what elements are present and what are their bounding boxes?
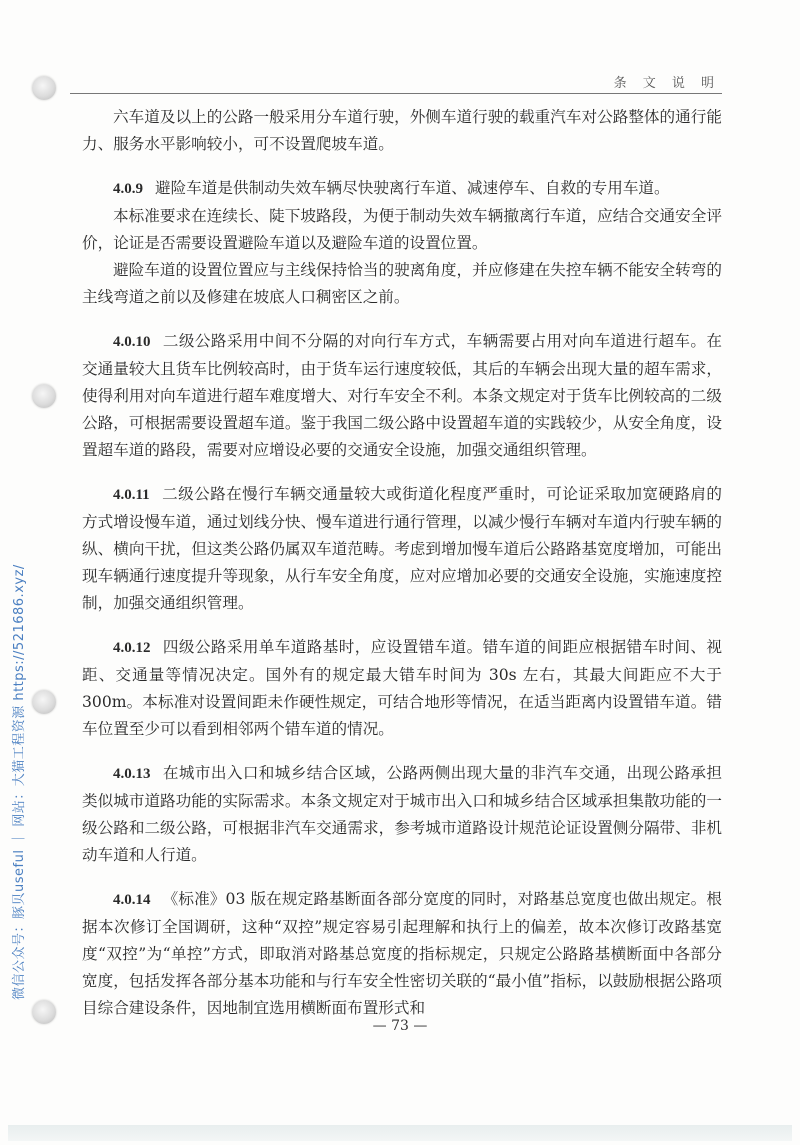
clause-number: 4.0.10 [113, 334, 151, 350]
header-divider [70, 93, 722, 94]
paragraph-text: 避险车道是供制动失效车辆尽快驶离行车道、减速停车、自救的专用车道。 [155, 179, 670, 197]
body-text [82, 104, 722, 1022]
scan-edge [8, 1125, 792, 1141]
paragraph: 六车道及以上的公路一般采用分车道行驶，外侧车道行驶的载重汽车对公路整体的通行能力、服务水平影响较小，可不设置爬坡车道。 [82, 108, 722, 153]
paragraph-text: 二级公路采用中间不分隔的对向行车方式，车辆需要占用对向车道进行超车。在交通量较大且货车比例较高时，由于货车运行速度较低，其后的车辆会出现大量的超车需求，使得利用对向车道进行超车难度增大、对行车安全不利。本条文规定对于货车比例较高的二级公路，可根据需要设置超车道。鉴于我国二级公路中设置超车道的实践较少，从安全角度，设置超车道的路段，需要对应增设必要的交通安全设施，加强交通组织管理。 [82, 332, 722, 459]
clause-number: 4.0.11 [113, 487, 150, 503]
clause-4-0-12 [82, 634, 722, 743]
punch-hole-icon [32, 690, 56, 714]
paragraph-text: 二级公路在慢行车辆交通量较大或街道化程度严重时，可论证采取加宽硬路肩的方式增设慢车道，通过划线分快、慢车道进行通行管理，以减少慢行车辆对车道内行驶车辆的纵、横向干扰，但这类公路仍属双车道范畴。考虑到增加慢车道后公路路基宽度增加，可能出现车辆通行速度提升等现象，从行车安全角度，应对应增加必要的交通安全设施，实施速度控制，加强交通组织管理。 [82, 485, 722, 612]
clause-4-0-13 [82, 760, 722, 869]
paragraph: 本标准要求在连续长、陡下坡路段，为便于制动失效车辆撤离行车道，应结合交通安全评价，论证是否需要设置避险车道以及避险车道的设置位置。 [82, 207, 722, 252]
clause-number: 4.0.14 [113, 892, 151, 908]
clause-4-0-11 [82, 481, 722, 617]
paragraph-text: 《标准》03 版在规定路基断面各部分宽度的同时，对路基总宽度也做出规定。根据本次修订全国调研，这种“双控”规定容易引起理解和执行上的偏差，故本次修订改路基宽度“双控”为“单控”方式，即取消对路基总宽度的指标规定，只规定公路路基横断面中各部分宽度，包括发挥各部分基本功能和与行车安全性密切关联的“最小值”指标，以鼓励根据公路项目综合建设条件，因地制宜选用横断面布置形式和 [82, 890, 722, 1017]
watermark-text: 微信公众号：豚贝useful ｜ 网站：大猫工程资源 https://521686.xyz/ [12, 564, 27, 1000]
paragraph-text: 四级公路采用单车道路基时，应设置错车道。错车道的间距应根据错车时间、视距、交通量等情况决定。国外有的规定最大错车时间为 30s 左右，其最大间距应不大于 300m。本标准对设置间距未作硬性规定，可结合地形等情况，在适当距离内设置错车道。错车位置至少可以看到相邻两个错车道的情况。 [82, 638, 722, 738]
clause-number: 4.0.13 [113, 766, 151, 782]
running-header: 条 文 说 明 [613, 76, 720, 91]
page-number: — 73 — [372, 1018, 428, 1034]
punch-hole-icon [32, 384, 56, 408]
paragraph: 避险车道的设置位置应与主线保持恰当的驶离角度，并应修建在失控车辆不能安全转弯的主线弯道之前以及修建在坡底人口稠密区之前。 [82, 261, 722, 306]
clause-4-0-9 [82, 175, 722, 203]
clause-4-0-14 [82, 886, 722, 1022]
clause-number: 4.0.12 [113, 640, 151, 656]
punch-hole-icon [32, 76, 56, 100]
clause-number: 4.0.9 [113, 181, 143, 197]
paragraph-text: 在城市出入口和城乡结合区域，公路两侧出现大量的非汽车交通，出现公路承担类似城市道路功能的实际需求。本条文规定对于城市出入口和城乡结合区域承担集散功能的一级公路和二级公路，可根据非汽车交通需求，参考城市道路设计规范论证设置侧分隔带、非机动车道和人行道。 [82, 764, 722, 864]
clause-4-0-10 [82, 328, 722, 464]
